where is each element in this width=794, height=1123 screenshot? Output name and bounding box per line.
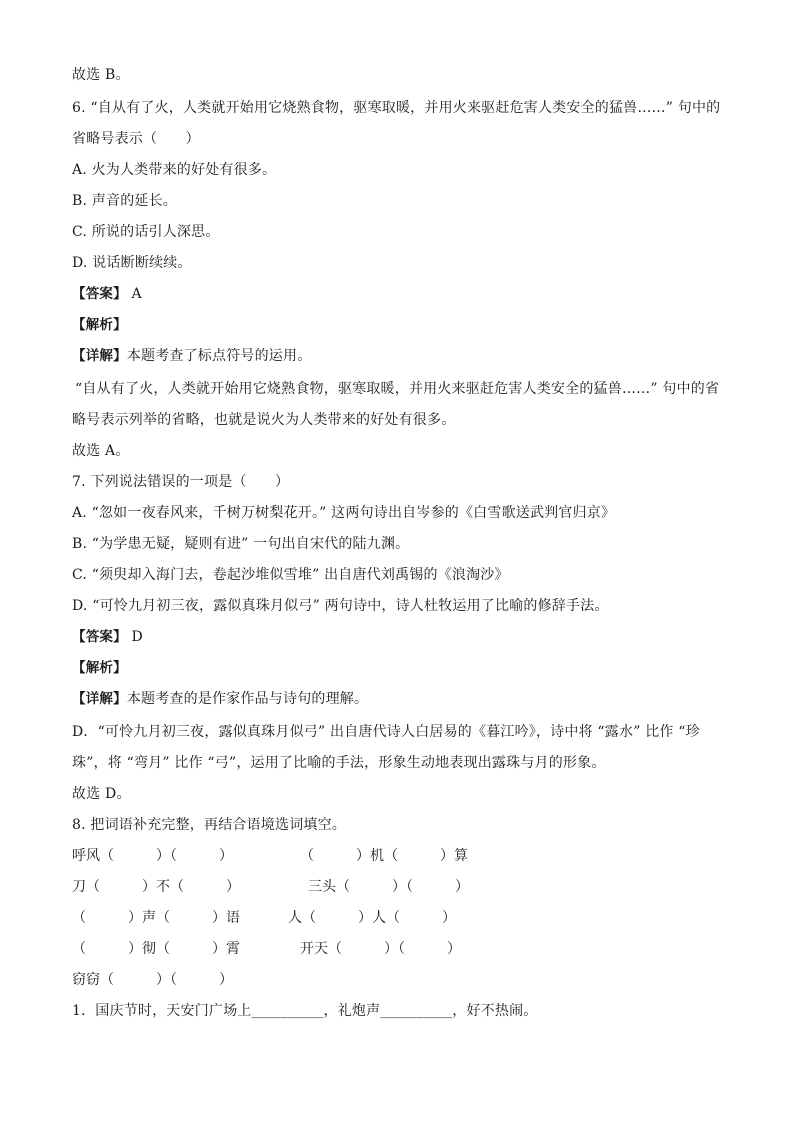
answer-conclusion-q7: 故选 D。 <box>72 786 131 802</box>
idiom-blank: 三头（ ）（ ） <box>308 879 469 895</box>
question-7-explanation-cont: 珠”，将 “弯月” 比作 “弓”，运用了比喻的手法，形象生动地表现出露珠与月的形象。 <box>72 755 606 771</box>
question-8-stem: 8. 把词语补充完整，再结合语境选词填空。 <box>72 817 347 833</box>
question-6-stem-cont: 省略号表示（ ） <box>72 131 200 147</box>
idiom-blank: 窃窃（ ）（ ） <box>72 972 233 988</box>
question-6-stem: 6. “自从有了火，人类就开始用它烧熟食物，驱寒取暖，并用火来驱赶危害人类安全的猛兽……” 句中的 <box>72 100 721 116</box>
question-7-option-a: A. “忽如一夜春风来，千树万树梨花开。” 这两句诗出自岑参的《白雪歌送武判官归京》 <box>72 505 616 521</box>
idiom-blank: 呼风（ ）（ ） <box>72 848 233 864</box>
question-7-stem: 7. 下列说法错误的一项是（ ） <box>72 474 290 490</box>
question-6-analysis-tag: 【解析】 <box>72 317 127 333</box>
idiom-blank: 人（ ）人（ ） <box>288 910 456 926</box>
question-7-analysis-tag: 【解析】 <box>72 660 127 676</box>
question-6-option-d: D. 说话断断续续。 <box>72 255 192 271</box>
question-6-option-a: A. 火为人类带来的好处有很多。 <box>72 162 277 178</box>
question-6-answer <box>72 283 726 305</box>
question-7-detail <box>72 688 726 710</box>
detail-tag: 【详解】 <box>72 691 127 707</box>
idiom-blank: 刀（ ）不（ ） <box>72 879 240 895</box>
question-8-subquestion-1: 1．国庆节时，天安门广场上__________，礼炮声__________，好不热闹。 <box>72 1003 538 1019</box>
question-6-option-c: C. 所说的话引人深思。 <box>72 224 220 240</box>
detail-tag: 【详解】 <box>72 348 127 364</box>
question-7-explanation: D．“可怜九月初三夜，露似真珠月似弓” 出自唐代诗人白居易的《暮江吟》，诗中将 “露水” 比作 “珍 <box>72 724 700 740</box>
answer-tag: 【答案】 <box>72 629 127 645</box>
answer-conclusion-q5: 故选 B。 <box>72 67 130 83</box>
answer-value: D <box>131 629 143 645</box>
detail-text: 本题考查了标点符号的运用。 <box>126 348 312 364</box>
question-6-explanation: “自从有了火，人类就开始用它烧熟食物，驱寒取暖，并用火来驱赶危害人类安全的猛兽……” 句中的省 <box>75 381 720 397</box>
answer-value: A <box>131 286 142 302</box>
idiom-blank: （ ）机（ ）算 <box>300 848 468 864</box>
idiom-blank: 开天（ ）（ ） <box>300 941 461 957</box>
answer-conclusion-q6: 故选 A。 <box>72 443 130 459</box>
answer-tag: 【答案】 <box>72 286 127 302</box>
question-7-option-c: C. “须臾却入海门去，卷起沙堆似雪堆” 出自唐代刘禹锡的《浪淘沙》 <box>72 567 509 583</box>
question-6-detail <box>72 345 726 367</box>
question-6-option-b: B. 声音的延长。 <box>72 193 177 209</box>
question-7-option-b: B. “为学患无疑，疑则有进” 一句出自宋代的陆九渊。 <box>72 536 410 552</box>
idiom-blank: （ ）声（ ）语 <box>72 910 240 926</box>
detail-text: 本题考查的是作家作品与诗句的理解。 <box>126 691 369 707</box>
idiom-blank: （ ）彻（ ）霄 <box>72 941 240 957</box>
question-6-explanation-cont: 略号表示列举的省略，也就是说火为人类带来的好处有很多。 <box>72 412 456 428</box>
question-7-option-d: D. “可怜九月初三夜，露似真珠月似弓” 两句诗中，诗人杜牧运用了比喻的修辞手法。 <box>72 598 609 614</box>
question-7-answer <box>72 626 726 648</box>
